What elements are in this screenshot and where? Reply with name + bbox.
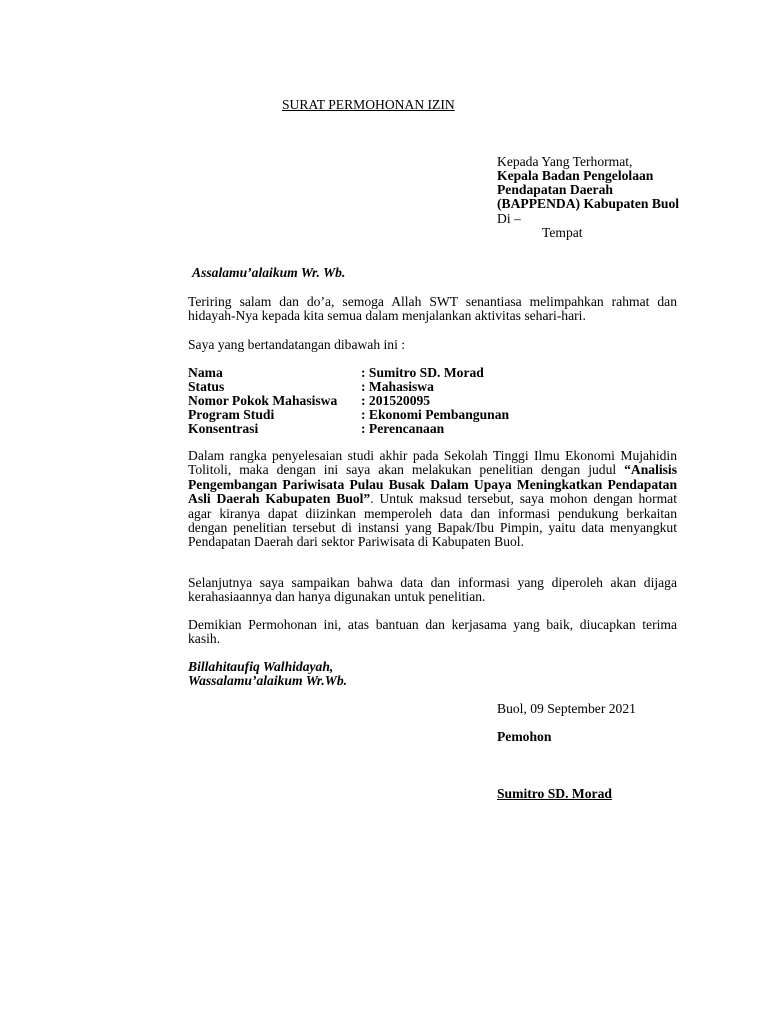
opening-text: Teriring salam dan do’a, semoga Allah SWT senantiasa melimpahkan rahmat dan hidayah-Nya kepada kita semua dalam menjalankan aktivitas sehari-hari. [188, 294, 677, 324]
body-1-before: Dalam rangka penyelesaian studi akhir pada Sekolah Tinggi Ilmu Ekonomi Mujahidin Tolitoli, maka dengan ini saya akan melakukan penelitian dengan judul [188, 448, 677, 478]
research-title: “Analisis Pengembangan Pariwisata Pulau Busak Dalam Upaya Meningkatkan Pendapatan Asli Daerah Kabupaten Buol” [188, 462, 677, 507]
recipient-line-1: Kepada Yang Terhormat, [497, 154, 633, 169]
intro-text: Saya yang bertandatangan dibawah ini : [188, 337, 406, 352]
identity-value: : Ekonomi Pembangunan [361, 407, 510, 422]
signer-role: Pemohon [497, 729, 552, 744]
recipient-line-4: (BAPPENDA) Kabupaten Buol [497, 196, 680, 211]
recipient-line-3: Pendapatan Daerah [497, 182, 613, 197]
closing-line-1: Billahitaufiq Walhidayah, [188, 659, 334, 674]
body-paragraph-3-text: Demikian Permohonan ini, atas bantuan dan kerjasama yang baik, diucapkan terima kasih. [188, 617, 677, 647]
identity-label: Nomor Pokok Mahasiswa [188, 393, 338, 408]
recipient-line-5: Di – [497, 211, 521, 226]
identity-label: Program Studi [188, 407, 275, 422]
body-paragraph-3 [188, 618, 677, 647]
recipient-line-6: Tempat [542, 225, 583, 240]
body-paragraph-2 [188, 576, 677, 605]
identity-value: : Sumitro SD. Morad [361, 365, 484, 380]
identity-label: Status [188, 379, 225, 394]
signer-name: Sumitro SD. Morad [497, 786, 612, 801]
identity-label: Konsentrasi [188, 421, 259, 436]
identity-value: : Mahasiswa [361, 379, 434, 394]
greeting: Assalamu’alaikum Wr. Wb. [192, 265, 346, 280]
recipient-line-2: Kepala Badan Pengelolaan [497, 168, 654, 183]
place-date: Buol, 09 September 2021 [497, 701, 636, 716]
opening-paragraph [188, 295, 677, 324]
identity-value: : 201520095 [361, 393, 431, 408]
body-paragraph-1 [188, 449, 677, 550]
identity-label: Nama [188, 365, 223, 380]
identity-table [0, 366, 768, 438]
letter-title: SURAT PERMOHONAN IZIN [282, 97, 455, 112]
body-1-after: . Untuk maksud tersebut, saya mohon dengan hormat agar kiranya dapat diizinkan memperoleh data dan informasi pendukung berkaitan dengan penelitian tersebut di instansi yang Bapak/Ibu Pimpin, yaitu data menyangkut Pendapatan Daerah dari sektor Pariwisata di Kabupaten Buol. [188, 491, 677, 550]
closing-line-2: Wassalamu’alaikum Wr.Wb. [188, 673, 348, 688]
body-paragraph-1-text [188, 449, 677, 550]
body-paragraph-2-text: Selanjutnya saya sampaikan bahwa data dan informasi yang diperoleh akan dijaga kerahasiaannya dan hanya digunakan untuk penelitian. [188, 575, 677, 605]
identity-value: : Perencanaan [361, 421, 445, 436]
